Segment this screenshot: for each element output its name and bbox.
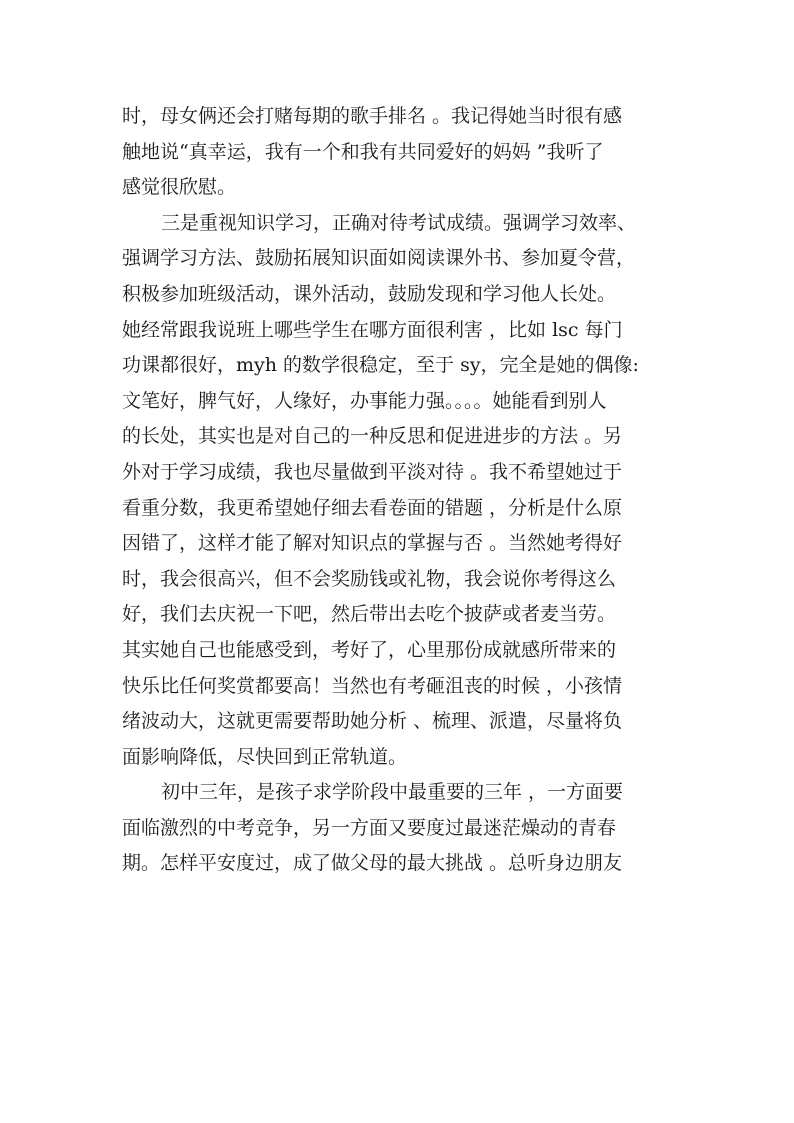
text-line: 快乐比任何奖赏都要高！当然也有考砸沮丧的时候 ，小孩情 xyxy=(122,674,623,697)
text-line: 期。怎样平安度过，成了做父母的最大挑战 。总听身边朋友 xyxy=(122,852,623,875)
text-line: 时，母女俩还会打赌每期的歌手排名 。我记得她当时很有感 xyxy=(122,105,623,127)
text-line: 好，我们去庆祝一下吧，然后带出去吃个披萨或者麦当劳。 xyxy=(122,603,617,626)
text-line: 绪波动大，这就更需要帮助她分析 、梳理、派遣，尽量将负 xyxy=(122,710,623,733)
paragraph-first-line: 三是重视知识学习，正确对待考试成绩。强调学习效率、 xyxy=(161,211,637,234)
text-line: 功课都很好，myh 的数学很稳定，至于 sy，完全是她的偶像: xyxy=(122,354,639,377)
text-line: 外对于学习成绩，我也尽量做到平淡对待 。我不希望她过于 xyxy=(122,460,623,483)
text-line: 强调学习方法、鼓励拓展知识面如阅读课外书、参加夏令营， xyxy=(122,247,636,270)
text-line: 时，我会很高兴，但不会奖励钱或礼物，我会说你考得这么 xyxy=(122,567,617,590)
text-line: 面影响降低，尽快回到正常轨道。 xyxy=(122,745,408,768)
text-line: 触地说“真幸运，我有一个和我有共同爱好的妈妈 ”我听了 xyxy=(122,140,604,163)
text-line: 其实她自己也能感受到，考好了，心里那份成就感所带来的 xyxy=(122,638,617,661)
text-line: 她经常跟我说班上哪些学生在哪方面很利害 ，比如 lsc 每门 xyxy=(122,318,623,341)
text-line: 感觉很欣慰。 xyxy=(122,176,237,199)
text-line: 文笔好，脾气好，人缘好，办事能力强。。。。她能看到别人 xyxy=(122,389,607,412)
text-line: 积极参加班级活动，课外活动，鼓励发现和学习他人长处。 xyxy=(122,282,617,305)
text-line: 看重分数，我更希望她仔细去看卷面的错题 ，分析是什么原 xyxy=(122,496,623,519)
text-line: 面临激烈的中考竞争，另一方面又要度过最迷茫燥动的青春 xyxy=(122,816,617,839)
text-line: 的长处，其实也是对自己的一种反思和促进进步的方法 。另 xyxy=(122,425,623,448)
text-line: 因错了，这样才能了解对知识点的掌握与否 。当然她考得好 xyxy=(122,532,623,555)
paragraph-first-line: 初中三年，是孩子求学阶段中最重要的三年 ，一方面要 xyxy=(161,781,624,804)
document-body xyxy=(122,99,692,882)
